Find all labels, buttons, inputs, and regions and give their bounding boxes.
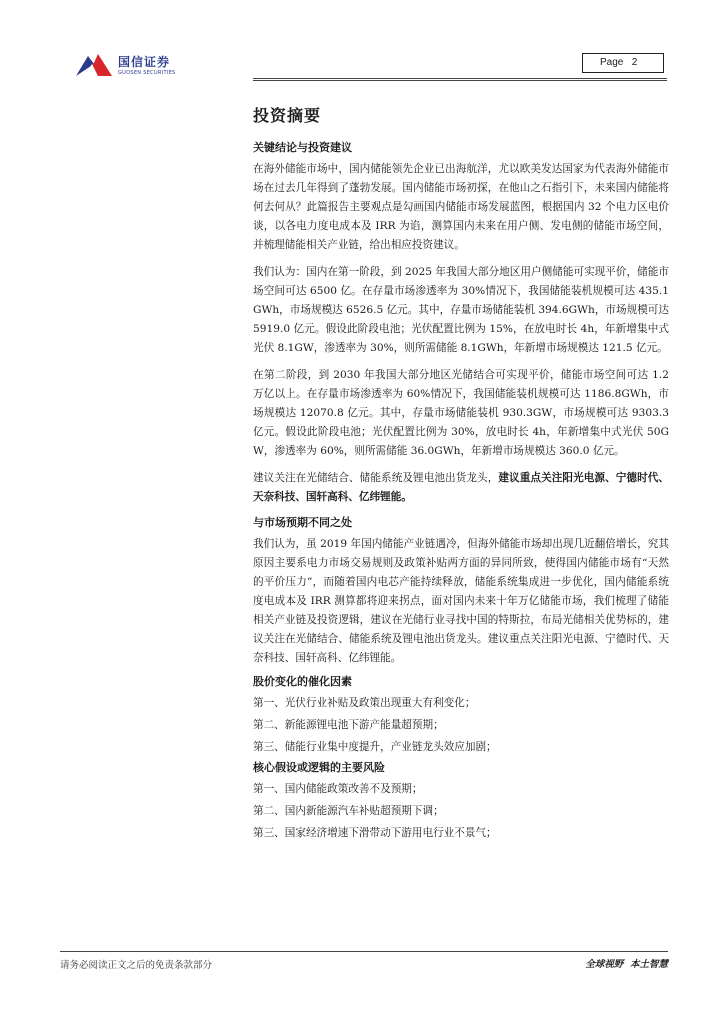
paragraph-stage-one: 我们认为：国内在第一阶段，到 2025 年我国大部分地区用户侧储能可实现平价，储能市场空间可达 6500 亿。在存量市场渗透率为 30%情况下，我国储能装机规模可达 435.1GWh，市场规模达 6526.5 亿元。其中，存量市场储能装机 394.6GWh，市场规模可达 5919.0 亿元。假设此阶段电池；光伏配置比例为 15%，在放电时长 4h，年新增集中式光伏 8.1GW，渗透率为 30%，则所需储能 8.1GWh，年新增市场规模达 121.5 亿元。 (253, 266, 669, 354)
guosen-logo-mark (74, 50, 114, 80)
page-title: 投资摘要 (253, 106, 322, 125)
paragraph-differences: 我们认为，虽 2019 年国内储能产业链遇冷，但海外储能市场却出现几近翻倍增长，究其原因主要系电力市场交易规则及政策补贴两方面的异同所致，使得国内储能市场有“天然的平价压力”，而随着国内电芯产能持续释放，储能系统集成进一步优化，国内储能系统度电成本及 IRR 测算都将迎来拐点，面对国内未来十年万亿储能市场，我们梳理了储能相关产业链及投资逻辑，建议在光储行业寻找中国的特斯拉，布局光储相关优势标的，建议关注在光储结合、储能系统及锂电池出货龙头。建议重点关注阳光电源、宁德时代、天奈科技、国轩高科、亿纬锂能。 (253, 538, 669, 664)
footer-rule (60, 951, 668, 952)
section-heading-differences: 与市场预期不同之处 (253, 516, 352, 529)
section-heading-catalysts: 股价变化的催化因素 (253, 675, 352, 688)
paragraph-stage-two: 在第二阶段，到 2030 年我国大部分地区光储结合可实现平价，储能市场空间可达 1.2 万亿以上。在存量市场渗透率为 60%情况下，我国储能装机规模可达 1186.8GWh，市场规模达 12070.8 亿元。其中，存量市场储能装机 930.3GW，市场规模可达 9303.3 亿元。假设此阶段电池；光伏配置比例为 30%，放电时长 4h，年新增集中式光伏 50GW，渗透率为 60%，则所需储能 36.0GWh，年新增市场规模达 360.0 亿元。 (253, 369, 669, 457)
page-indicator (582, 53, 664, 73)
list-item: 第一、光伏行业补贴及政策出现重大有利变化； (253, 697, 476, 709)
list-item: 第二、国内新能源汽车补贴超预期下调； (253, 805, 444, 817)
recommendation-text: 建议关注在光储结合、储能系统及锂电池出货龙头， (253, 472, 499, 484)
footer-disclaimer: 请务必阅读正文之后的免责条款部分 (60, 960, 213, 971)
paragraph-overseas-market: 在海外储能市场中，国内储能领先企业已出海航洋，尤以欧美发达国家为代表海外储能市场在过去几年得到了蓬勃发展。国内储能市场初探，在他山之石指引下，未来国内储能将何去何从？此篇报告主要观点是勾画国内储能市场发展蓝图，根据国内 32 个电力区电价谈，以各电力度电成本及 IRR 为谄，测算国内未来在用户侧、发电侧的储能市场空间，并梳理储能相关产业链，给出相应投资建议。 (253, 163, 669, 251)
list-item: 第三、国家经济增速下滑带动下游用电行业不景气； (253, 827, 497, 839)
header-rule-secondary (253, 80, 667, 81)
footer-slogan: 全球视野 本土智慧 (585, 959, 668, 970)
main-content (253, 103, 669, 846)
page-number: 2 (631, 57, 638, 68)
section-heading-key-conclusions: 关键结论与投资建议 (253, 141, 352, 154)
list-item: 第三、储能行业集中度提升，产业链龙头效应加剧； (253, 741, 497, 753)
paragraph-recommendation (253, 469, 669, 507)
recommendation-stocks: 建议重点关注阳光电源、宁德时代、天奈科技、国轩高科、亿纬锂能。 (253, 472, 670, 503)
header-rule (253, 78, 667, 79)
list-item: 第一、国内储能政策改善不及预期； (253, 783, 423, 795)
logo-company-name: 国信证券 (118, 55, 171, 69)
page-label: Page (600, 57, 624, 68)
logo-company-name-en: GUOSEN SECURITIES (118, 70, 176, 76)
guosen-logo (74, 50, 194, 80)
list-item: 第二、新能源锂电池下游产能量超预期； (253, 719, 444, 731)
section-heading-risks: 核心假设或逻辑的主要风险 (253, 761, 385, 774)
